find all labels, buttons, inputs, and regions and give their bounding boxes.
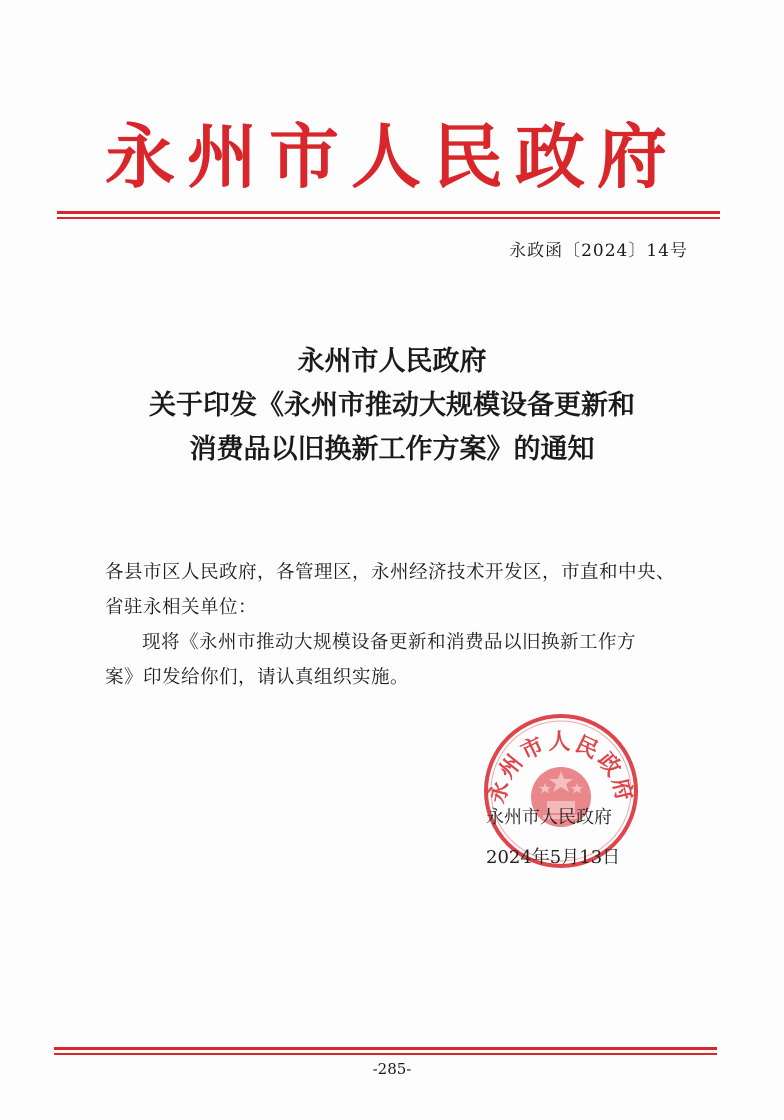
signature-block <box>486 798 620 878</box>
signature-date: 2024年5月13日 <box>486 847 621 868</box>
seal-text: 永州市人民政府 <box>484 729 638 806</box>
masthead-title: 永州市人民政府 <box>105 115 679 198</box>
body-paragraph-line-2: 案》印发给你们，请认真组织实施。 <box>105 667 410 688</box>
body-paragraph-line-1: 现将《永州市推动大规模设备更新和消费品以旧换新工作方 <box>142 632 637 653</box>
title-line-2: 关于印发《永州市推动大规模设备更新和 <box>149 390 635 421</box>
title-line-1: 永州市人民政府 <box>297 346 487 377</box>
header-red-rule-thin <box>57 217 720 219</box>
header-red-rule <box>57 211 720 214</box>
addressee-line-2: 省驻永相关单位： <box>105 597 258 618</box>
document-body <box>105 555 689 695</box>
signature-issuer: 永州市人民政府 <box>486 807 612 828</box>
addressee-line-1: 各县市区人民政府，各管理区，永州经济技术开发区，市直和中央、 <box>105 562 676 583</box>
document-title <box>0 340 784 472</box>
footer-red-rule-thin <box>54 1053 717 1055</box>
page-number: -285- <box>372 1060 412 1078</box>
document-number: 永政函〔2024〕14号 <box>509 241 688 261</box>
footer-red-rule <box>54 1047 717 1050</box>
title-line-3: 消费品以旧换新工作方案》的通知 <box>189 434 595 465</box>
